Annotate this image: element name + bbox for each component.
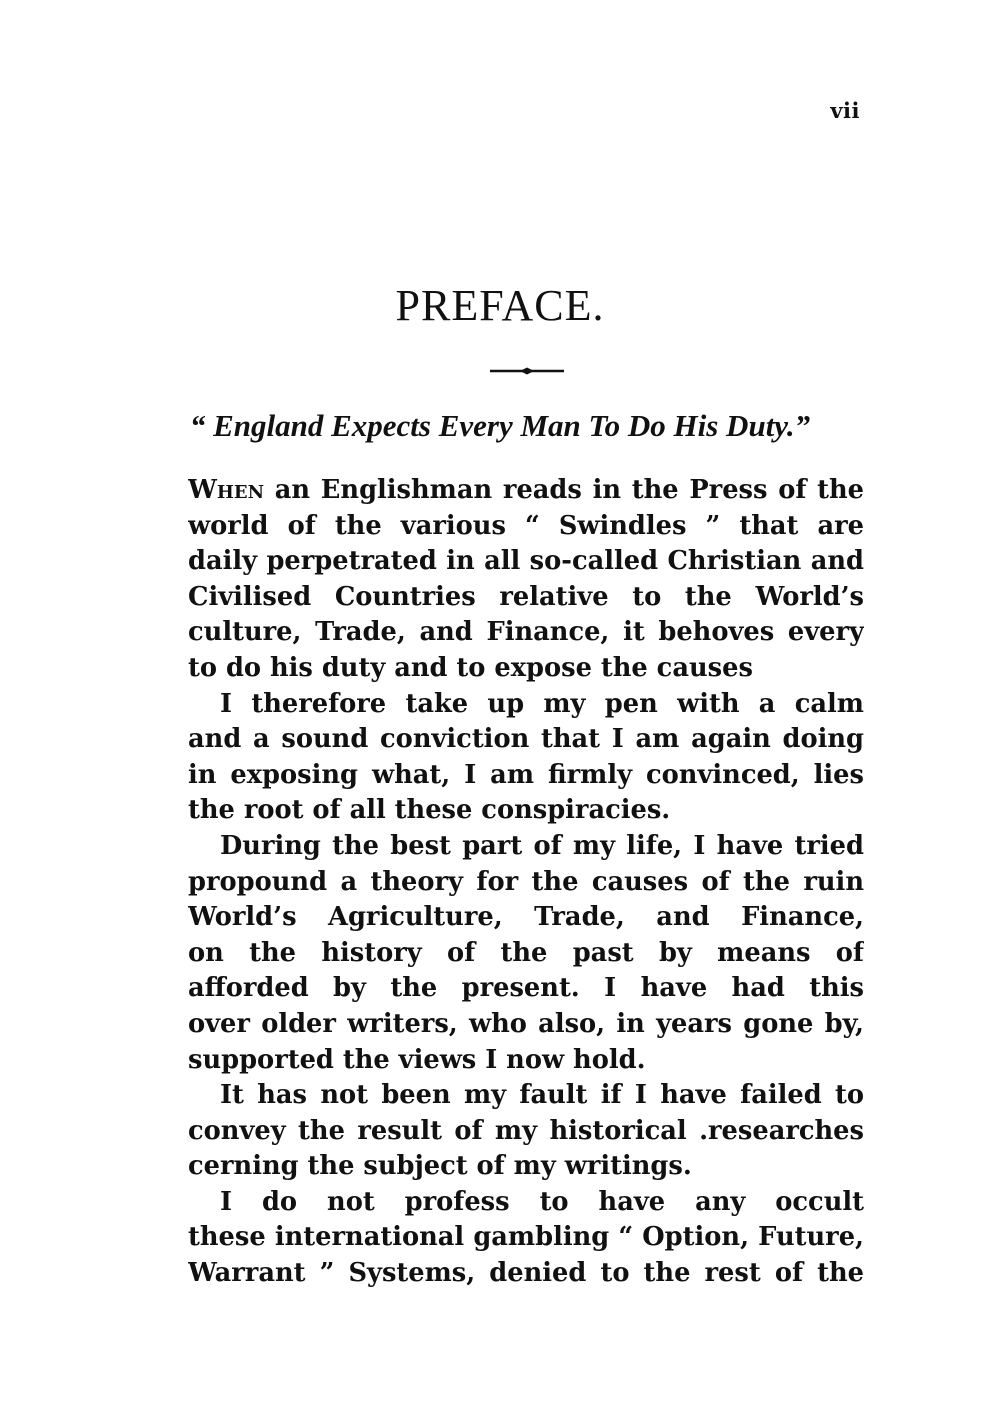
text-line-content: an Englishman reads in the Press of the bbox=[264, 475, 864, 505]
text-line: I do not profess to have any occult bbox=[220, 1186, 864, 1217]
ornament-divider bbox=[490, 367, 564, 375]
text-line: supported the views I now hold. bbox=[188, 1044, 646, 1075]
text-line: culture, Trade, and Finance, it behoves every bbox=[188, 617, 864, 648]
page-title: PREFACE. bbox=[395, 281, 605, 330]
text-line: propound a theory for the causes of the ruin bbox=[188, 866, 864, 897]
text-line: Warrant ” Systems, denied to the rest of the bbox=[188, 1258, 864, 1289]
text-line: convey the result of my historical .researches bbox=[188, 1115, 864, 1146]
text-line: to do his duty and to expose the causes bbox=[188, 652, 753, 683]
text-line: in exposing what, I am firmly convinced, lies bbox=[188, 759, 864, 790]
page-number: vii bbox=[830, 98, 860, 123]
text-line: Civilised Countries relative to the World’s bbox=[188, 581, 864, 612]
text-line: world of the various “ Swindles ” that are bbox=[188, 510, 864, 541]
text-line: and a sound conviction that I am again doing bbox=[188, 724, 864, 755]
preface-body bbox=[188, 473, 864, 1292]
text-line: these international gambling “ Option, Future, bbox=[188, 1222, 864, 1253]
text-line: on the history of the past by means of bbox=[188, 937, 864, 968]
lead-word: When bbox=[188, 475, 265, 505]
text-line: daily perpetrated in all so-called Christian and bbox=[188, 546, 864, 577]
text-line: the root of all these conspiracies. bbox=[188, 795, 671, 826]
text-line: It has not been my fault if I have failed to bbox=[220, 1080, 864, 1111]
text-line: I therefore take up my pen with a calm bbox=[220, 688, 864, 719]
text-line: During the best part of my life, I have tried bbox=[220, 830, 864, 861]
text-line: over older writers, who also, in years gone by, bbox=[188, 1008, 864, 1039]
motto-quote: “ England Expects Every Man To Do His Duty.” bbox=[189, 408, 811, 443]
text-line: cerning the subject of my writings. bbox=[188, 1151, 692, 1182]
text-line: afforded by the present. I have had this bbox=[188, 973, 864, 1004]
text-line: World’s Agriculture, Trade, and Finance, bbox=[188, 902, 864, 933]
text-line bbox=[188, 473, 864, 509]
